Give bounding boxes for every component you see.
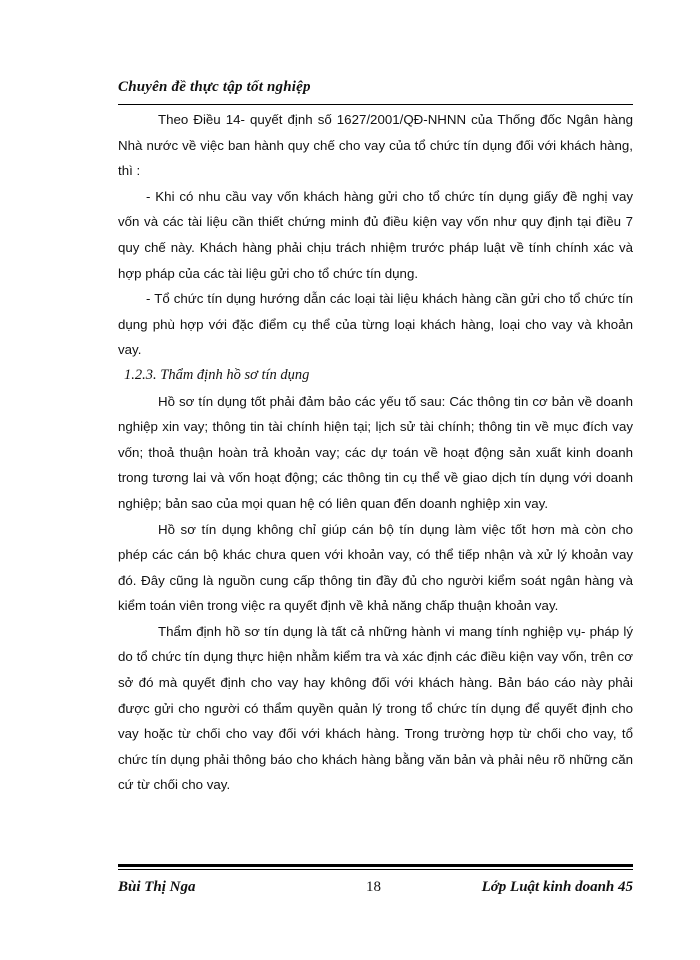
footer-class-name: Lớp Luật kinh doanh 45 bbox=[481, 879, 633, 895]
footer-rule-thin bbox=[118, 869, 633, 870]
header-title: Chuyên đề thực tập tốt nghiệp bbox=[118, 79, 311, 95]
document-body bbox=[118, 107, 633, 798]
paragraph-regulation: Theo Điều 14- quyết định số 1627/2001/QĐ-NHNN của Thống đốc Ngân hàng Nhà nước về việc ban hành quy chế cho vay của tổ chức tín dụng đối với khách hàng, thì : bbox=[118, 112, 633, 179]
footer-author: Bùi Thị Nga bbox=[118, 879, 196, 895]
paragraph-credit-file: Hồ sơ tín dụng tốt phải đảm bảo các yếu tố sau: Các thông tin cơ bản về doanh nghiệp xin vay; thông tin tài chính hiện tại; lịch sử tài chính; thông tin về mục đích vay vốn; thoả thuận hoàn trả khoản vay; các dự toán về hoạt động sản xuất kinh doanh trong tương lai và vốn hoạt động; các thông tin cụ thể về giao dịch tín dụng với doanh nghiệp; bản sao của mọi quan hệ có liên quan đến doanh nghiệp xin vay. bbox=[118, 393, 633, 511]
paragraph-customer-duty: - Khi có nhu cầu vay vốn khách hàng gửi cho tổ chức tín dụng giấy đề nghị vay vốn và các tài liệu cần thiết chứng minh đủ điều kiện vay vốn như quy định tại điều 7 quy chế này. Khách hàng phải chịu trách nhiệm trước pháp luật về tính chính xác và hợp pháp của các tài liệu gửi cho tổ chức tín dụng. bbox=[118, 188, 633, 281]
footer-rule-thick bbox=[118, 864, 633, 867]
paragraph-appraisal: Thẩm định hồ sơ tín dụng là tất cả những hành vi mang tính nghiệp vụ- pháp lý do tổ chức tín dụng thực hiện nhằm kiểm tra và xác định các điều kiện vay vốn, trên cơ sở đó mà quyết định cho vay hay không đối với khách hàng. Bản báo cáo này phải được gửi cho người có thẩm quyền quản lý trong tổ chức tín dụng để quyết định cho vay hoặc từ chối cho vay đối với khách hàng. Trong trường hợp từ chối cho vay, tổ chức tín dụng phải thông báo cho khách hàng bằng văn bản và phải nêu rõ những căn cứ từ chối cho vay. bbox=[118, 623, 633, 793]
page-number: 18 bbox=[366, 879, 381, 895]
paragraph-bank-guidance: - Tổ chức tín dụng hướng dẫn các loại tài liệu khách hàng cần gửi cho tổ chức tín dụng phù hợp với đặc điểm cụ thể của từng loại khách hàng, loại cho vay và khoản vay. bbox=[118, 291, 633, 358]
section-heading: 1.2.3. Thẩm định hồ sơ tín dụng bbox=[124, 366, 310, 383]
paragraph-credit-file-purpose: Hồ sơ tín dụng không chỉ giúp cán bộ tín dụng làm việc tốt hơn mà còn cho phép các cán bộ khác chưa quen với khoản vay, có thể tiếp nhận và xử lý khoản vay đó. Đây cũng là nguồn cung cấp thông tin đầy đủ cho người kiểm soát ngân hàng và kiểm toán viên trong việc ra quyết định về khả năng chấp thuận khoản vay. bbox=[118, 521, 633, 614]
header-rule bbox=[118, 104, 633, 105]
